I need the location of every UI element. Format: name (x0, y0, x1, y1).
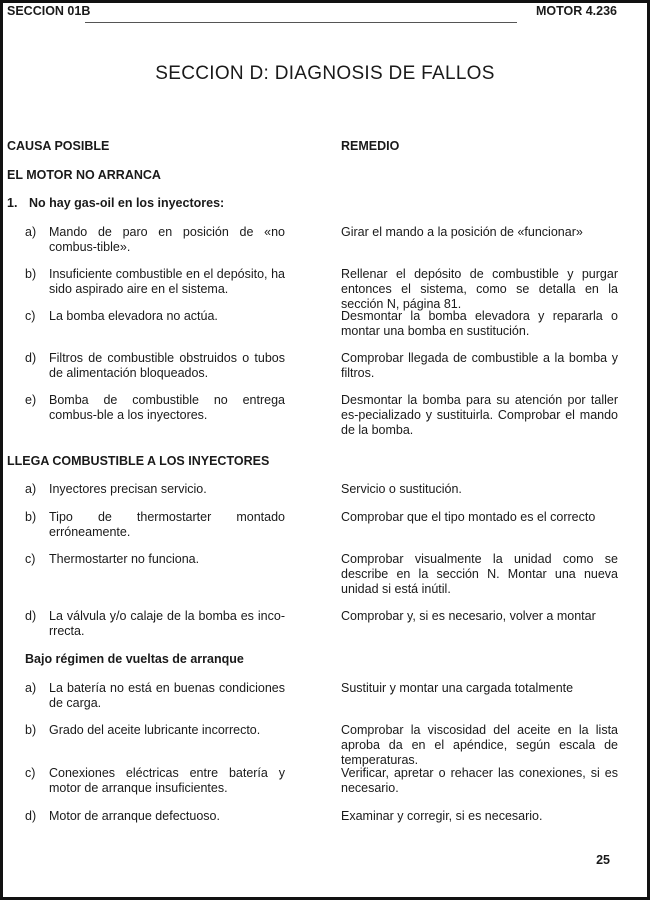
row-label: e) (25, 393, 37, 407)
row-remedy: Rellenar el depósito de combustible y purgar entonces el sistema, como se detalla en la sección N, página 81. (341, 267, 618, 311)
row-label: b) (25, 723, 37, 737)
row-remedy: Comprobar visualmente la unidad como se describe en la sección N. Montar una nueva unidad si está inútil. (341, 552, 618, 596)
subsection-title-no-gasoil: No hay gas-oil en los inyectores: (29, 196, 225, 210)
row-cause: Filtros de combustible obstruidos o tubos de alimentación bloqueados. (49, 351, 285, 380)
header-engine: MOTOR 4.236 (535, 4, 617, 18)
section-title-no-arranca: EL MOTOR NO ARRANCA (7, 168, 161, 182)
row-remedy: Verificar, apretar o rehacer las conexiones, si es necesario. (341, 766, 618, 795)
row-cause: La bomba elevadora no actúa. (49, 309, 218, 323)
row-label: a) (25, 681, 37, 695)
row-cause: Tipo de thermostarter montado erróneamente. (49, 510, 285, 539)
page-number: 25 (596, 853, 610, 867)
column-header-remedy: REMEDIO (341, 139, 400, 153)
row-remedy: Servicio o sustitución. (341, 482, 462, 496)
row-cause: La válvula y/o calaje de la bomba es inco-rrecta. (49, 609, 285, 638)
row-cause: Inyectores precisan servicio. (49, 482, 207, 496)
row-remedy: Examinar y corregir, si es necesario. (341, 809, 543, 823)
row-remedy: Comprobar y, si es necesario, volver a montar (341, 609, 596, 623)
row-remedy: Comprobar que el tipo montado es el correcto (341, 510, 596, 524)
row-cause: Bomba de combustible no entrega combus-ble a los inyectores. (49, 393, 285, 422)
header-rule (85, 22, 517, 23)
row-cause: Grado del aceite lubricante incorrecto. (49, 723, 261, 737)
row-label: d) (25, 609, 37, 623)
row-label: c) (25, 766, 36, 780)
row-remedy: Desmontar la bomba elevadora y repararla o montar una bomba en sustitución. (341, 309, 618, 338)
row-remedy: Sustituir y montar una cargada totalmente (341, 681, 574, 695)
row-remedy: Girar el mando a la posición de «funcionar» (341, 225, 583, 239)
row-label: c) (25, 309, 36, 323)
row-cause: Insuficiente combustible en el depósito, ha sido aspirado aire en el sistema. (49, 267, 285, 296)
row-cause: Conexiones eléctricas entre batería y motor de arranque insuficientes. (49, 766, 285, 795)
row-label: b) (25, 510, 37, 524)
column-header-cause: CAUSA POSIBLE (7, 139, 110, 153)
row-label: a) (25, 225, 37, 239)
row-cause: Mando de paro en posición de «no combus-tible». (49, 225, 285, 254)
row-label: d) (25, 809, 37, 823)
row-cause: Motor de arranque defectuoso. (49, 809, 220, 823)
subsection-title-bajo-regimen: Bajo régimen de vueltas de arranque (25, 652, 244, 666)
subsection-label: 1. (7, 196, 18, 210)
row-label: a) (25, 482, 37, 496)
row-cause: La batería no está en buenas condiciones de carga. (49, 681, 285, 710)
row-remedy: Comprobar la viscosidad del aceite en la lista aproba da en el apéndice, según escala de temperaturas. (341, 723, 618, 767)
row-remedy: Desmontar la bomba para su atención por taller es-pecializado y sustituirla. Comprobar el mando de la bomba. (341, 393, 618, 437)
row-label: c) (25, 552, 36, 566)
row-label: b) (25, 267, 37, 281)
row-remedy: Comprobar llegada de combustible a la bomba y filtros. (341, 351, 618, 380)
row-label: d) (25, 351, 37, 365)
header-section: SECCION 01B (7, 4, 91, 18)
row-cause: Thermostarter no funciona. (49, 552, 200, 566)
section-title-llega-combustible: LLEGA COMBUSTIBLE A LOS INYECTORES (7, 454, 270, 468)
page-title: SECCION D: DIAGNOSIS DE FALLOS (155, 63, 495, 84)
